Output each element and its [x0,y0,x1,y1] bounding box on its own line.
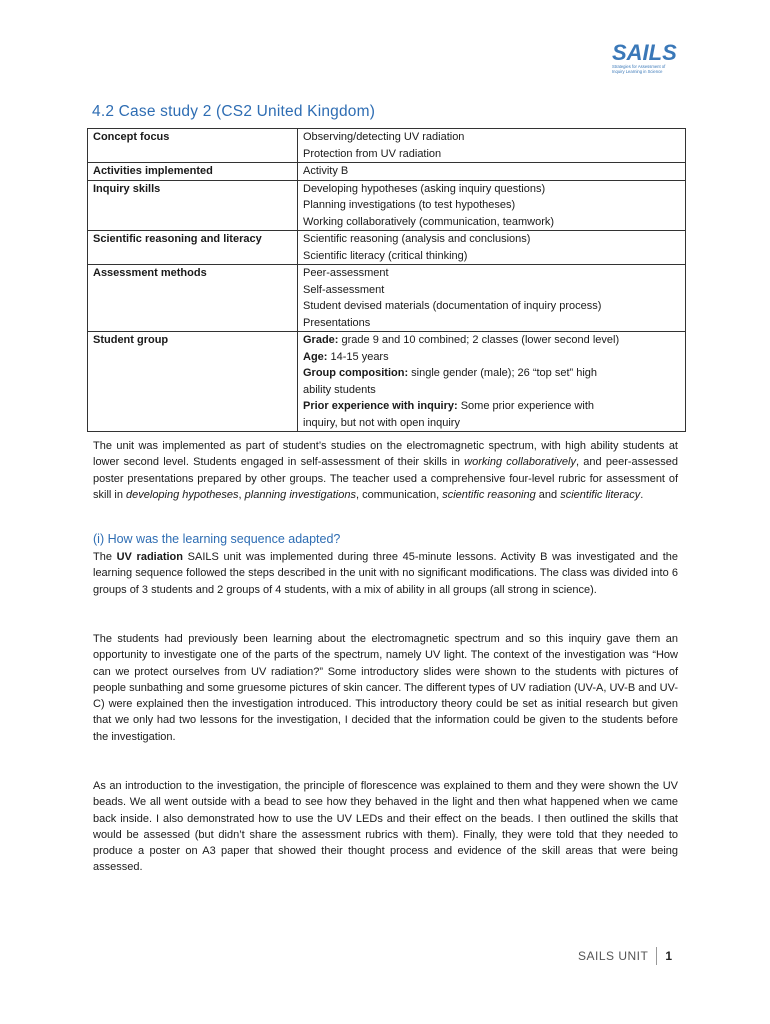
value-line: Self-assessment [303,283,385,296]
context-paragraph: The students had previously been learning about the electromagnetic spectrum and so this inquiry gave them an opportunity to investigate one of the parts of the spectrum, namely UV light. The context of the investigation was “How can we protect ourselves from UV radiation?” Some introductory slides were shown to the students with pictures of people sunbathing and some gruesome pictures of skin cancer. The different types of UV radiation (UV-A, UV-B and UV-C) were explained then the investigation introduced. This introductory theory could be set as initial research but given that we only had two lessons for the investigation, I decided that the information could be given to the students before the investigation. [93,633,678,743]
page-footer [578,947,673,965]
text-run: and [535,488,561,501]
introduction-paragraph: As an introduction to the investigation, the principle of florescence was explained to them and they were shown the UV beads. We all went outside with a bead to see how they behaved in the light and then what happened when we came back inside. I also demonstrated how to use the UV LEDs and their effect on the beads. I then outlined the skills that would be assessed (but didn’t share the assessment rubrics with them). Finally, they were told that they needed to produce a poster on A3 paper that showed their thought process and evidence of the skill areas that were being assessed. [93,780,678,874]
table-row [88,129,686,163]
value-line: Student devised materials (documentation of inquiry process) [303,300,602,312]
value-line: Presentations [303,316,371,329]
composition-value-continued: ability students [303,383,376,396]
value-line: Working collaboratively (communication, teamwork) [303,215,555,228]
intro-paragraph [93,438,678,503]
row-label-student-group: Student group [88,332,298,432]
text-run: The [93,551,117,563]
table-row [88,231,686,265]
emphasis: working collaboratively [464,456,576,469]
text-run: , [238,488,245,501]
age-value: 14-15 years [327,350,389,363]
age-line [303,349,680,366]
subsection-heading: (i) How was the learning sequence adapted? [93,532,341,546]
value-line: Scientific literacy (critical thinking) [303,249,468,262]
logo-subtitle-line-1: Strategies for Assessment of [612,64,666,69]
row-label-concept-focus: Concept focus [88,129,298,163]
composition-label: Group composition: [303,367,409,379]
row-value-concept-focus [298,129,686,163]
sails-logo [612,42,682,76]
value-line: Developing hypotheses (asking inquiry questions) [303,182,546,195]
logo-wordmark: SAILS [612,40,677,65]
row-label-assessment: Assessment methods [88,265,298,332]
value-line: Scientific reasoning (analysis and conclusions) [303,233,531,245]
case-study-table [87,128,686,432]
table-row [88,332,686,432]
logo-subtitle-line-2: Inquiry Learning in Science [612,69,663,74]
row-value-reasoning [298,231,686,265]
row-label-reasoning: Scientific reasoning and literacy [88,231,298,265]
row-value-student-group [298,332,686,432]
footer-divider [656,947,657,965]
prior-experience-value: Some prior experience with [457,400,594,412]
text-run: , communication, [355,488,443,501]
row-value-assessment [298,265,686,332]
text-run: SAILS unit was implemented during three 45-minute lessons. Activity B was investigated and the learning sequence followed the steps described in the unit with no significant modifications. The class was divided into 6 groups of 3 students and 2 groups of 4 students, with a mix of ability in all groups (all strong in science). [93,551,678,596]
grade-label: Grade: [303,334,339,346]
row-label-activities: Activities implemented [88,163,298,181]
row-value-activities [298,163,686,181]
grade-value: grade 9 and 10 combined; 2 classes (lower second level) [338,334,620,346]
row-value-inquiry-skills [298,180,686,231]
value-line: Activity B [303,165,349,177]
grade-line [303,332,680,349]
age-label: Age: [303,350,328,363]
table-row [88,265,686,332]
text-run: . [640,488,644,501]
emphasis: planning investigations [244,488,356,501]
composition-line [303,365,680,382]
value-line: Observing/detecting UV radiation [303,131,465,143]
value-line: Planning investigations (to test hypotheses) [303,199,516,211]
emphasis: scientific literacy [560,488,641,501]
implementation-paragraph [93,549,678,598]
table-row [88,180,686,231]
strong-text: UV radiation [116,551,183,563]
emphasis: scientific reasoning [442,488,536,501]
prior-experience-line [303,398,680,415]
row-label-inquiry-skills: Inquiry skills [88,180,298,231]
value-line: Protection from UV radiation [303,147,442,160]
prior-experience-value-continued: inquiry, but not with open inquiry [303,416,460,429]
page-number: 1 [665,949,673,963]
value-line: Peer-assessment [303,267,389,279]
footer-label: SAILS UNIT [578,949,649,963]
section-heading: 4.2 Case study 2 (CS2 United Kingdom) [92,103,376,120]
emphasis: developing hypotheses [126,488,239,501]
prior-experience-label: Prior experience with inquiry: [303,400,458,412]
table-row [88,163,686,181]
composition-value: single gender (male); 26 “top set” high [408,367,598,379]
text-run: The unit was implemented as part of student’s studies on the electromagnetic spectrum, with high ability students at lower second level. Students engaged in self-assessment of their skills in [93,440,678,469]
text-run: , and peer-assessed poster presentations prepared by other groups. The teacher used a comprehensive four-level rubric for assessment of skill in [93,456,679,501]
